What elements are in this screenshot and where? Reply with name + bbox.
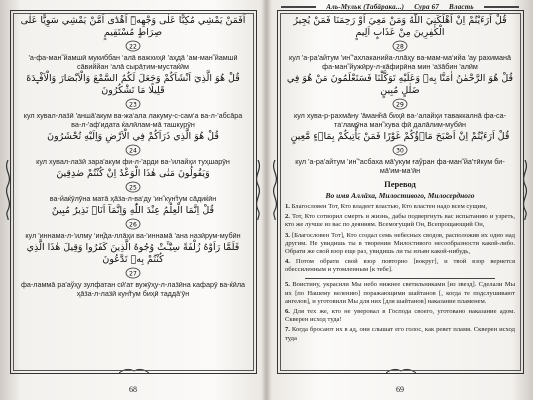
ayah-number: 22 [129,43,137,51]
header-surah-number: Сура 67 [414,3,440,11]
translation-text: Воистину, украсили Мы небо нижнее светильниками [из звезд]. Сделали Мы их [по Нашему велению] поражающими шайтанов [, когда те подслушивают ангелов], и уготовили Мы для них [для шайтанов] наказание пламенем. [285,281,515,305]
ayah-rosette-icon [125,218,141,230]
ayah-number-marker [18,144,248,156]
page-number: 68 [129,385,137,394]
scroll-ornament-icon [253,160,263,220]
translation-paragraph [285,326,515,342]
divider [305,278,495,279]
ayah-rosette-icon [392,98,408,110]
verse-number: 7. [285,326,292,334]
transliteration: кул 'а-ра'айтум 'ин̃ 'асбаха мā'укум ғаўран фа-ман̃ йа'тӣкум би-мā'им-ма‘ӣн [295,157,505,175]
right-page [267,0,533,400]
verse-number: 3. [285,231,292,239]
header-surah-name: Аль-Мульк (Табāрака...) [326,3,405,11]
ayah-number-marker [18,98,248,110]
verse-number: 1. [285,203,292,210]
ayah-number-marker [18,181,248,193]
header-rule [281,6,316,8]
ayah-number: 23 [129,101,137,109]
ayah-rosette-icon [125,181,141,193]
translation-text: Потом обрати свой взор повторно [вокруг], и твой взор вернется обессиленным и утомленным [к тебе]. [285,258,515,274]
verse-list [285,15,515,175]
ayah-number-marker [285,40,515,52]
ayah-rosette-icon [125,267,141,279]
ayah-rosette-icon [125,98,141,110]
translation-paragraph [285,281,515,306]
scroll-ornament-icon [270,160,280,220]
verse-number: 4. [285,258,296,266]
header-surah-title: Власть [449,3,474,11]
translation-text: Благословен Тот, Кто владеет властью, Кто властен надо всем сущим, [291,203,487,210]
ayah-number-marker [18,40,248,52]
ayah-number-marker [285,144,515,156]
ayah-number: 28 [396,43,404,51]
translation-paragraph [285,232,515,257]
arabic-verse: قُلْ هُوَ الَّذِيٓ اَنْشَاَكُمْ وَجَعَلَ لَكُمُ السَّمْعَ وَالْاَبْصَارَ وَالْاَفْـِٕدَةَ قَلِيلًا مَا تَشْكُرُونَ [26,73,240,96]
translation-text: Когда бросают их в ад, они слышат его голос, как ревет пламя. Скверен исход туда [285,326,515,342]
arabic-verse: قُلْ اَرَءَيْتُمْ اِنْ اَهْلَكَنِيَ اللّٰهُ وَمَنْ مَعِيَ اَوْ رَحِمَنَا فَمَنْ يُجِيرُ الْكٰفِرِينَ مِنْ عَذَابٍ اَلِيمٍ [293,15,507,38]
arabic-verse: قُلْ هُوَ الَّذِي ذَرَاَكُمْ فِي الْاَرْضِ وَاِلَيْهِ تُحْشَرُونَ [47,131,219,142]
arabic-verse: فَلَمَّا رَاَوْهُ زُلْفَةً سِيْٓـَٔتْ وُجُوهُ الَّذِينَ كَفَرُوا وَقِيلَ هٰذَا الَّذِي كُنْتُمْ بِهٖ تَدَّعُونَ [26,242,240,265]
ayah-number-marker [18,218,248,230]
verse-number: 6. [285,308,294,316]
arabic-verse: اَفَمَنْ يَمْشِي مُكِبًّا عَلٰى وَجْهِهٖٓ اَهْدٰٓى اَمَّنْ يَمْشِي سَوِيًّا عَلٰى صِرَاطٍ مُسْتَقِيمٍ [20,15,246,38]
translation-paragraph [285,308,515,324]
ayah-rosette-icon [125,144,141,156]
translation-text: [Благословен Тот], Кто создал семь небесных сводов, расположив их одно над другим. Не увидишь ты в творении Милостивого несообразности какой-либо. Обрати же свой взор еще раз, увидишь ли ты изъян какой-нибудь, [285,231,515,256]
translation-heading: Перевод [384,179,416,189]
ayah-number-marker [285,98,515,110]
translation-paragraphs [285,203,515,343]
verse-number: 2. [285,213,292,221]
ayah-number: 25 [129,184,137,192]
transliteration: кул 'а-ра'айтум 'ин̃ 'ахлаканийа-ллāҳу ва-мам-ма‘ийа 'ау рахиманā фа-ман̃ йужӣру-л-кāфирӣна мин ‘аӟāбин 'алӣм [289,53,511,71]
basmala-translation: Во имя Аллāха, Милостивого, Милосердного [325,191,475,200]
ayah-number: 27 [129,270,137,278]
ayah-rosette-icon [392,40,408,52]
header-rule [484,6,519,8]
translation-paragraph [285,213,515,229]
transliteration: кул 'иннама-л-‘илму ‘ин̃да-ллāҳи ва-'иннамā 'ана назӣрум-мубӣн [25,231,241,240]
ayah-number: 30 [396,147,404,155]
transliteration: кул хувал-лаӟӣ зара'акум фи-л-'арди ва-'илайҳи туҳшарӯн [36,157,230,166]
transliteration: кул хувал-лаӟӣ 'аншā'акум ва-жа‘ала лакуму-с-сам‘а ва-л-'абсāра ва-л-'аф'идата ќалӣлам-мā ташкурӯн [23,111,243,129]
verse-number: 5. [285,281,293,289]
translation-paragraph [285,203,515,211]
left-page [0,0,266,400]
translation-paragraph [285,258,515,274]
scroll-ornament-icon [520,160,530,220]
arabic-verse: قُلْ اَرَءَيْتُمْ اِنْ اَصْبَحَ مَاۤؤُكُمْ غَوْرًا فَمَنْ يَأْتِيكُمْ بِمَاۤءٍ مَّعِينٍ [290,131,510,142]
right-page-content [285,14,515,372]
scroll-ornament-icon [3,160,13,220]
transliteration: 'а-фа-ман̃ йамшӣ мукиббан ‘алā важхиҳӣ ’аҳдā ’ам-ман̃ йамшӣ сāвиййан ‘алā сырāт̣им-мустаќӣм [28,53,238,71]
translation-text: Для тех же, кто не уверовал в Господа своего, уготовано наказание адом. Скверен исход туда! [285,308,515,324]
ayah-number: 26 [129,221,137,229]
transliteration: ва-йаќӯлӯна матā ҳāӟа-л-ва‘ду 'ин̃ кун̃тум сāдиќӣн [49,194,217,203]
ayah-rosette-icon [392,144,408,156]
transliteration: фа-ламмā ра'аўҳу зулфатан сӣ'ат вужӯҳу-л-лаӟӣна кафарӯ ва-ќӣла ҳāӟа-л-лаӟӣ кун̃тум биҳӣ таддā‘ӯн [20,280,246,298]
arabic-verse: قُلْ هُوَ الرَّحْمٰنُ اٰمَنَّا بِهٖ وَعَلَيْهِ تَوَكَّلْنَا فَسَتَعْلَمُونَ مَنْ هُوَ فِي ضَلٰلٍ مُبِينٍ [286,73,514,96]
ayah-number-marker [18,267,248,279]
arabic-verse: وَيَقُولُونَ مَتٰى هٰذَا الْوَعْدُ اِنْ كُنْتُمْ صٰدِقِينَ [56,168,210,179]
ayah-number: 24 [129,147,137,155]
transliteration: кул хува-р-рахмāну 'āман̃нā биҳӣ ва-‘алайҳи таваккалнā фа-са-та‘ламӯна ман̃ хува фӣ д̣алāлим-мубӣн [294,111,506,129]
page-number: 69 [396,385,404,394]
left-page-content [18,14,248,372]
ayah-number: 29 [396,101,404,109]
translation-text: Тот, Кто сотворил смерть и жизнь, дабы подвергнуть вас испытанию и узреть, кто же лучше из вас по деяниям. Всемогущий Он, Всепрощающий Он, [285,213,515,229]
ayah-rosette-icon [125,40,141,52]
arabic-verse: قُلْ اِنَّمَا الْعِلْمُ عِنْدَ اللّٰهِ وَاِنَّمَآ اَنَا۠ نَذِيرٌ مُبِينٌ [51,205,215,216]
